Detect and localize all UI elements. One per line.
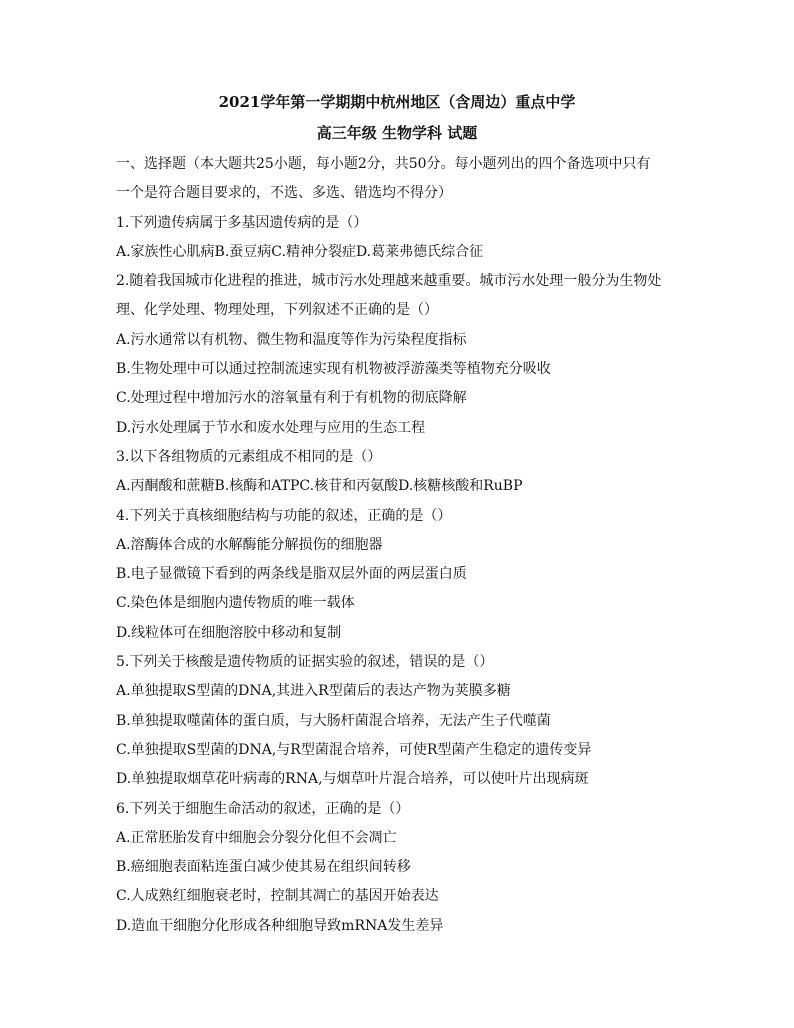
question-6-stem: 6.下列关于细胞生命活动的叙述，正确的是（）: [116, 800, 410, 817]
question-1-stem: 1.下列遗传病属于多基因遗传病的是（）: [116, 214, 368, 231]
question-2-option-d: D.污水处理属于节水和废水处理与应用的生态工程: [116, 419, 426, 436]
section-heading-line-1: 一、选择题（本大题共25小题，每小题2分，共50分。每小题列出的四个备选项中只有: [116, 156, 651, 172]
question-2-option-a: A.污水通常以有机物、微生物和温度等作为污染程度指标: [116, 331, 467, 348]
question-2-option-b: B.生物处理中可以通过控制流速实现有机物被浮游藻类等植物充分吸收: [116, 361, 551, 378]
question-5-option-a: A.单独提取S型菌的DNA,其进入R型菌后的表达产物为荚膜多糖: [116, 683, 511, 700]
question-4-option-d: D.线粒体可在细胞溶胶中移动和复制: [116, 624, 342, 641]
question-3-options: A.丙酮酸和蔗糖B.核酶和ATPC.核苷和丙氨酸D.核糖核酸和RuBP: [116, 478, 523, 495]
exam-content: [116, 150, 676, 941]
question-6-option-d: D.造血干细胞分化形成各种细胞导致mRNA发生差异: [116, 917, 444, 934]
question-5-option-c: C.单独提取S型菌的DNA,与R型菌混合培养，可使R型菌产生稳定的遗传变异: [116, 741, 592, 758]
question-2-option-c: C.处理过程中增加污水的溶氧量有利于有机物的彻底降解: [116, 390, 467, 407]
question-6-option-a: A.正常胚胎发育中细胞会分裂分化但不会凋亡: [116, 829, 397, 846]
question-4-stem: 4.下列关于真核细胞结构与功能的叙述，正确的是（）: [116, 507, 452, 524]
exam-subtitle: 高三年级 生物学科 试题: [316, 124, 478, 142]
question-6-option-b: B.癌细胞表面粘连蛋白减少使其易在组织间转移: [116, 859, 411, 876]
question-1-options: A.家族性心肌病B.蚕豆病C.精神分裂症D.葛莱弗德氏综合征: [116, 243, 484, 260]
question-5-option-d: D.单独提取烟草花叶病毒的RNA,与烟草叶片混合培养，可以使叶片出现病斑: [116, 771, 589, 788]
question-4-option-c: C.染色体是细胞内遗传物质的唯一载体: [116, 595, 355, 612]
question-4-option-a: A.溶酶体合成的水解酶能分解损伤的细胞器: [116, 536, 383, 553]
question-2-stem-line-1: 2.随着我国城市化进程的推进，城市污水处理越来越重要。城市污水处理一般分为生物处: [116, 273, 662, 290]
question-4-option-b: B.电子显微镜下看到的两条线是脂双层外面的两层蛋白质: [116, 566, 467, 583]
question-2-stem-line-2: 理、化学处理、物理处理，下列叙述不正确的是（）: [116, 302, 438, 319]
question-3-stem: 3.以下各组物质的元素组成不相同的是（）: [116, 448, 382, 465]
question-6-option-c: C.人成熟红细胞衰老时，控制其凋亡的基因开始表达: [116, 888, 439, 905]
question-5-option-b: B.单独提取噬菌体的蛋白质，与大肠杆菌混合培养，无法产生子代噬菌: [116, 712, 551, 729]
question-5-stem: 5.下列关于核酸是遗传物质的证据实验的叙述，错误的是（）: [116, 654, 494, 671]
exam-title: 2021学年第一学期期中杭州地区（含周边）重点中学: [218, 93, 576, 111]
section-heading-line-2: 一个是符合题目要求的，不选、多选、错选均不得分）: [116, 185, 452, 202]
